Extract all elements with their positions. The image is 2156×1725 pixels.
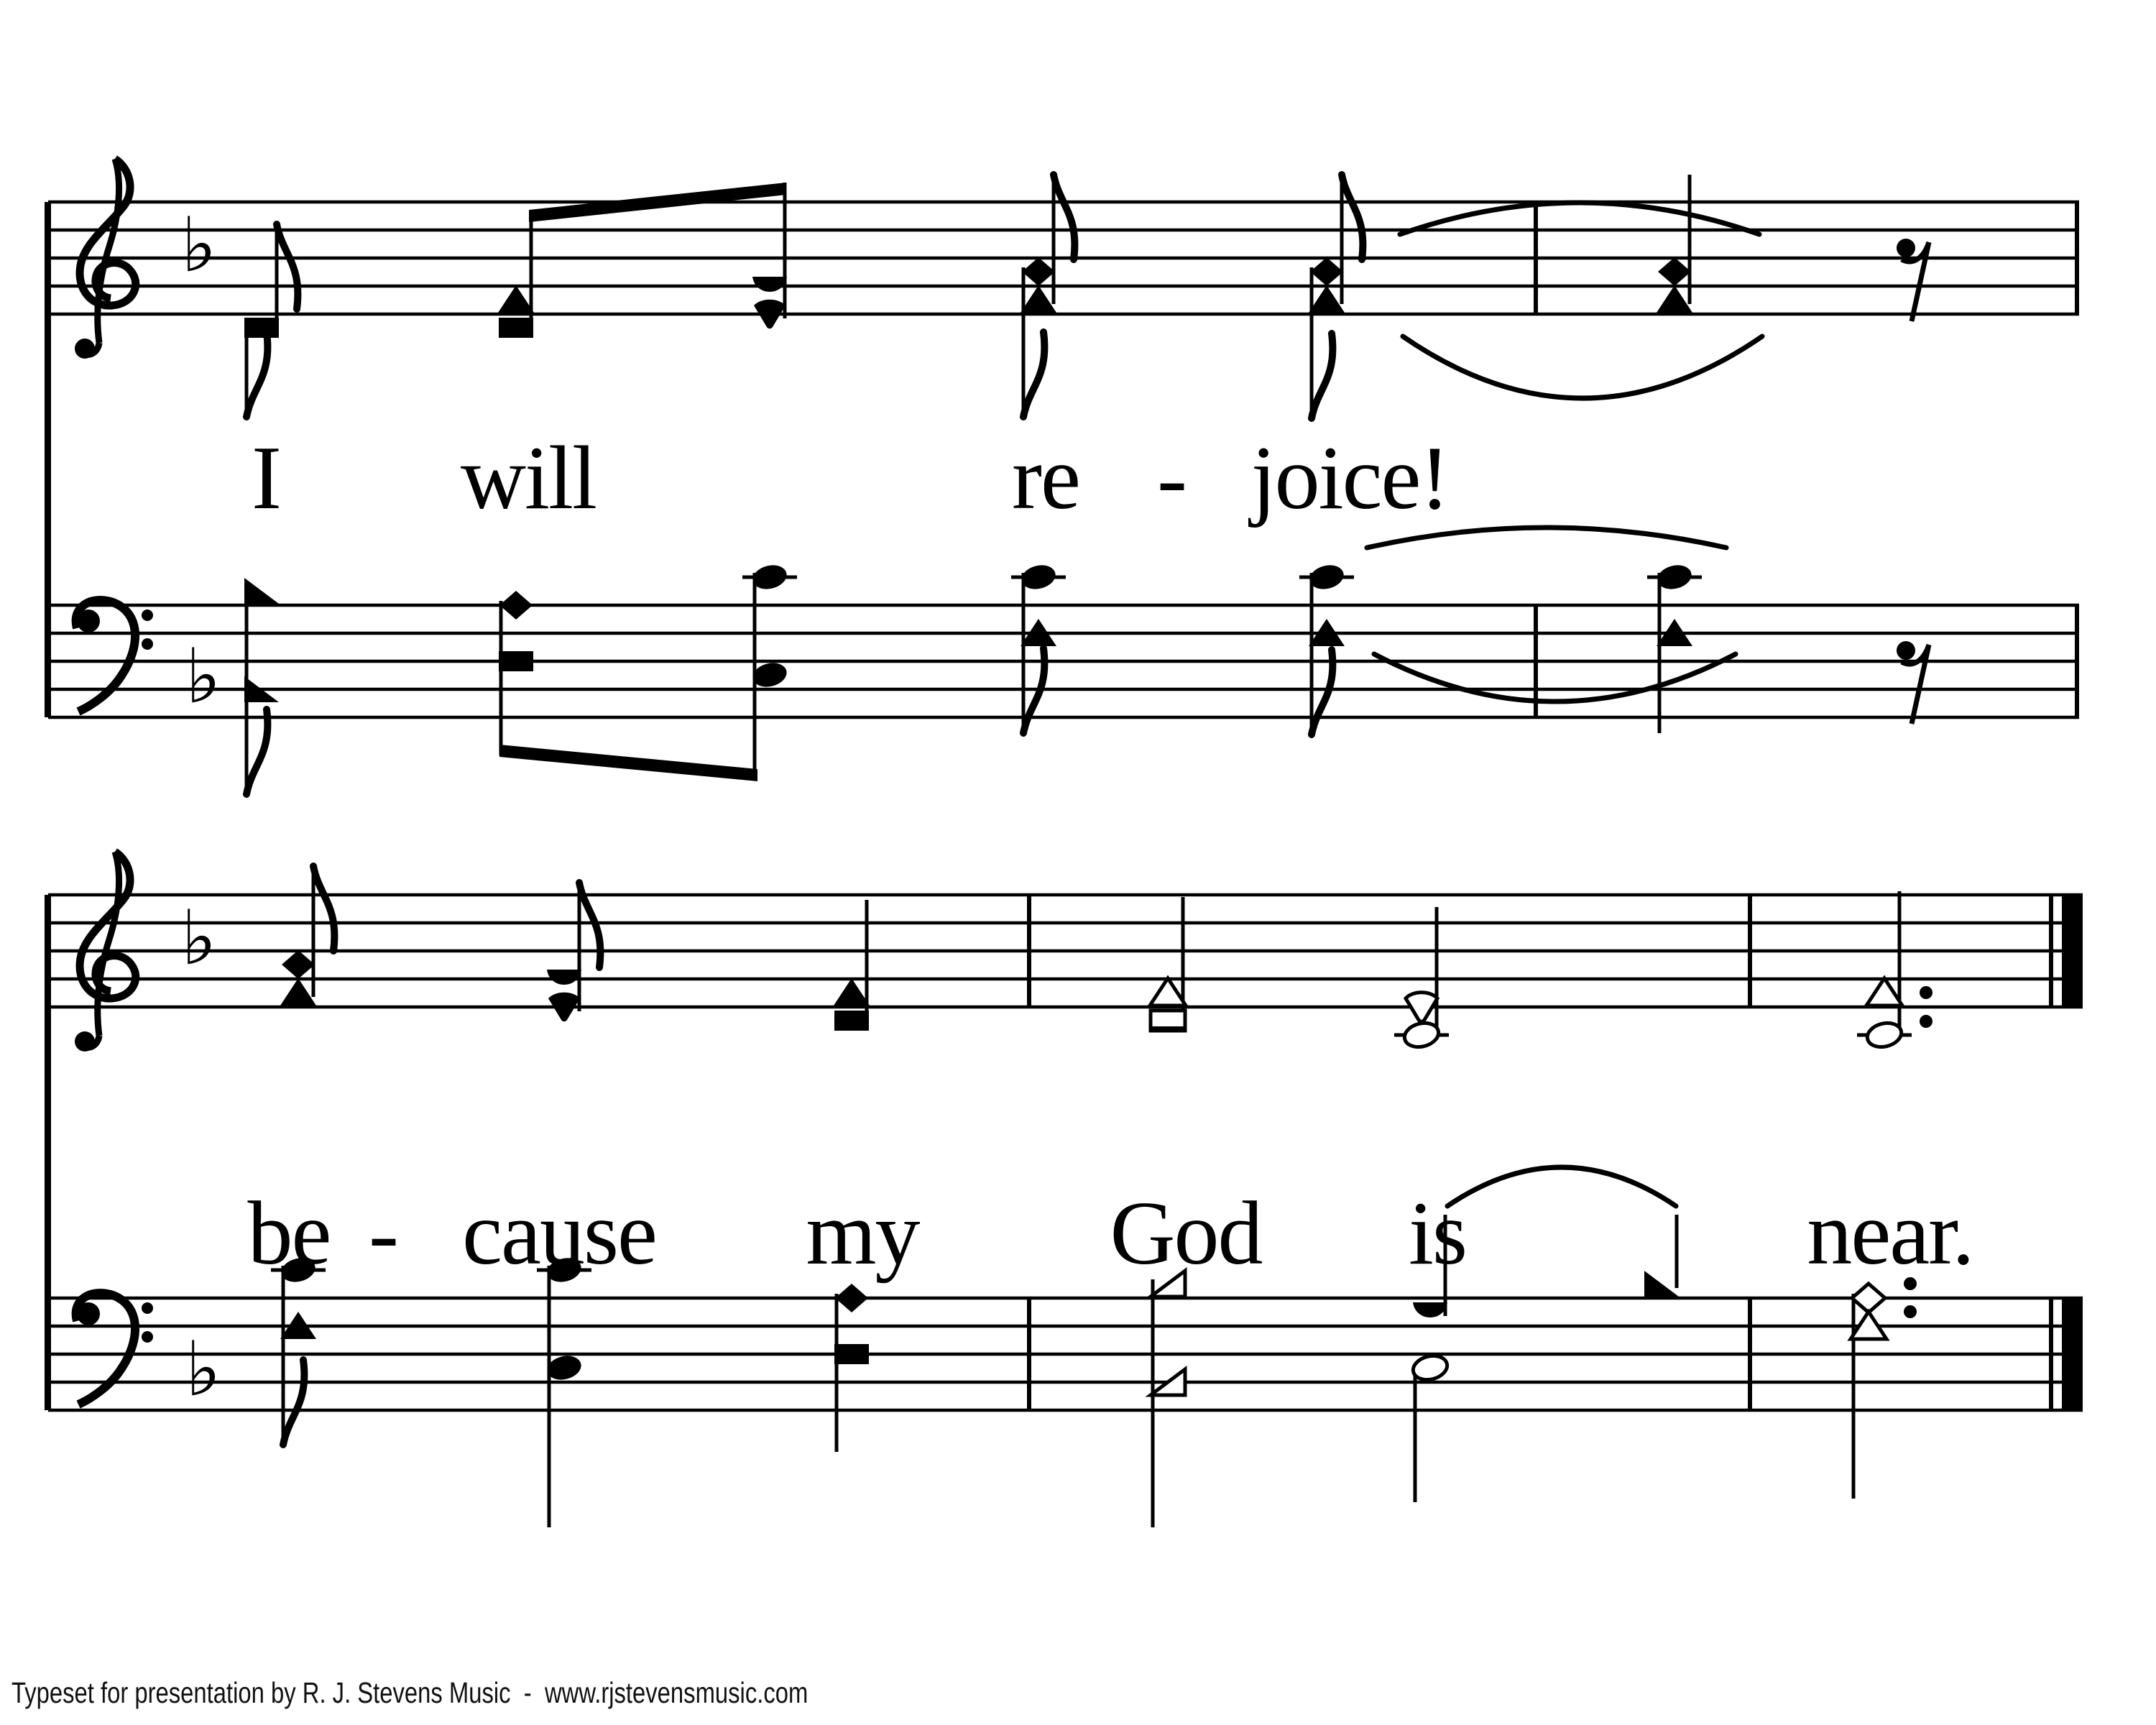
eighth-flag-icon <box>1023 332 1044 417</box>
clef-dot <box>142 610 153 621</box>
lyric-syllable: God <box>1110 1184 1262 1284</box>
notehead-ti-open <box>1406 993 1437 1022</box>
eighth-flag-icon <box>1054 175 1074 259</box>
augmentation-dot <box>1920 1015 1932 1028</box>
notehead-mi <box>1310 257 1343 286</box>
notehead-do <box>498 285 534 313</box>
system-barline <box>45 895 51 1410</box>
clef-dot <box>142 1302 153 1314</box>
lyric-syllable: re <box>1012 428 1079 528</box>
notehead-la <box>244 318 279 338</box>
notehead-mi-open <box>1852 1284 1885 1312</box>
beam <box>499 745 757 781</box>
notehead-re <box>752 277 787 292</box>
flat-sign: ♭ <box>181 201 217 289</box>
lyric-syllable: cause <box>462 1184 656 1284</box>
augmentation-dot <box>1904 1305 1917 1318</box>
lyric-syllable: near. <box>1807 1184 1973 1284</box>
notehead-mi <box>835 1284 868 1312</box>
eighth-flag-icon <box>247 709 267 794</box>
eighth-flag-icon <box>283 1360 304 1445</box>
flat-sign: ♭ <box>181 894 217 982</box>
eighth-rest-icon <box>1897 239 1929 321</box>
notehead-re <box>547 970 581 985</box>
lyric-syllable: will <box>460 428 596 528</box>
bass-clef-icon <box>76 1293 153 1404</box>
final-barline-thin <box>2049 895 2053 1007</box>
bass-clef-icon <box>76 600 153 712</box>
notehead-do <box>280 978 316 1006</box>
barline <box>1748 895 1752 1007</box>
barline <box>1748 1298 1752 1410</box>
notehead-mi <box>1022 257 1055 286</box>
notehead-mi <box>282 950 315 979</box>
barline <box>1027 1298 1031 1410</box>
notehead-fa <box>1644 1271 1679 1297</box>
tie-slur <box>1367 528 1726 548</box>
notehead-do-open <box>1150 978 1186 1006</box>
lyric-syllable: - <box>369 1184 397 1284</box>
notehead-re <box>1413 1302 1447 1317</box>
eighth-flag-icon <box>247 332 267 417</box>
clef-swirl <box>80 159 136 305</box>
tie-slur <box>1403 336 1762 398</box>
clef-blob <box>75 339 95 359</box>
notehead-do <box>1021 285 1056 313</box>
clef-dot <box>142 638 153 650</box>
notehead-do <box>1657 285 1692 313</box>
clef-blob <box>75 1031 95 1052</box>
tie-slur <box>1447 1167 1676 1206</box>
eighth-flag-icon <box>313 866 334 951</box>
lyric-syllable: be <box>247 1184 331 1284</box>
system-barline <box>45 202 51 717</box>
notehead-do <box>834 978 870 1006</box>
notehead-la <box>499 318 533 338</box>
notehead-la <box>499 651 533 671</box>
flat-sign: ♭ <box>185 1325 221 1413</box>
notehead-do <box>1309 285 1345 313</box>
clef-swirl <box>80 852 136 998</box>
end-barline-thin <box>2075 605 2079 717</box>
notehead-mi <box>1658 257 1691 286</box>
notehead-mi <box>499 591 533 620</box>
eighth-flag-icon <box>277 224 298 309</box>
barline <box>1027 895 1031 1007</box>
lyric-syllable: joice! <box>1250 428 1449 528</box>
final-barline-thick <box>2062 1297 2083 1412</box>
lyric-syllable: I <box>252 428 280 528</box>
barline <box>1534 202 1538 314</box>
lyric-syllable: is <box>1408 1184 1467 1284</box>
eighth-flag-icon <box>1312 334 1332 418</box>
notehead-fa <box>244 578 279 604</box>
notehead-do-open <box>1866 978 1902 1006</box>
notehead-la <box>834 1344 869 1364</box>
flat-sign: ♭ <box>185 632 221 720</box>
clef-dot <box>142 1331 153 1343</box>
augmentation-dot <box>1920 986 1932 999</box>
final-barline-thick <box>2062 893 2083 1008</box>
lyric-syllable: my <box>806 1184 919 1284</box>
final-barline-thin <box>2049 1298 2053 1410</box>
notehead-la <box>834 1011 869 1031</box>
notehead-sol-open <box>1411 1353 1450 1384</box>
footer-text: Typeset for presentation by R. J. Stevens Music - www.rjstevensmusic.com <box>11 1676 808 1709</box>
lyric-syllable: - <box>1157 428 1186 528</box>
notehead-sol-open <box>1865 1020 1904 1051</box>
end-barline-thin <box>2075 202 2079 314</box>
eighth-flag-icon <box>1342 175 1363 259</box>
eighth-rest-icon <box>1897 641 1929 724</box>
notehead-sol-open <box>1402 1020 1441 1051</box>
